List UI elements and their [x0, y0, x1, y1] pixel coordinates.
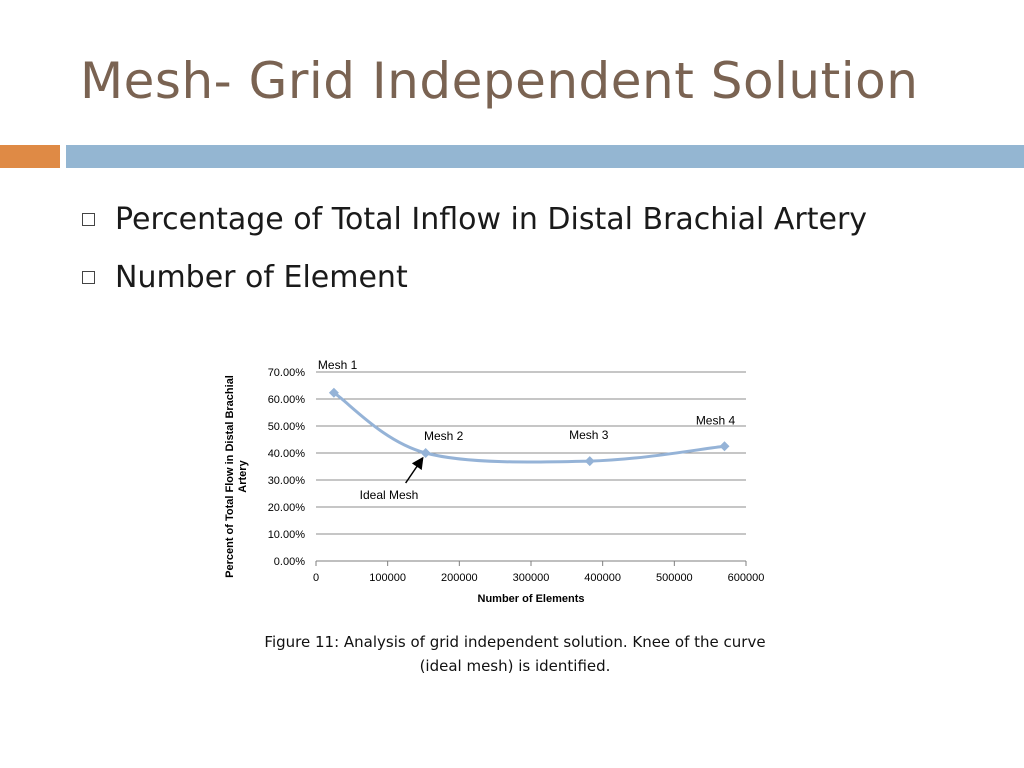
data-point-marker	[585, 456, 595, 466]
y-tick-label: 50.00%	[267, 421, 305, 433]
y-tick-label: 10.00%	[267, 529, 305, 541]
y-tick-label: 20.00%	[267, 502, 305, 514]
slide-title: Mesh- Grid Independent Solution	[80, 52, 919, 110]
bullet-text: Number of Element	[115, 259, 408, 295]
y-tick-label: 30.00%	[267, 475, 305, 487]
accent-bar-orange	[0, 145, 60, 168]
y-axis-title	[224, 375, 249, 578]
bullet-item	[82, 248, 867, 306]
x-tick-label: 600000	[727, 572, 765, 584]
y-tick-label: 40.00%	[267, 448, 305, 460]
data-point-label: Mesh 4	[695, 413, 736, 428]
caption-line: (ideal mesh) is identified.	[419, 657, 611, 675]
y-tick-label: 60.00%	[267, 394, 305, 406]
y-axis-title-line: Artery	[237, 460, 249, 493]
x-tick-label: 200000	[440, 572, 478, 584]
x-tick-label: 400000	[584, 572, 622, 584]
x-tick-label: 500000	[655, 572, 693, 584]
data-point-label: Mesh 2	[423, 429, 464, 443]
y-axis-title-line: Percent of Total Flow in Distal Brachial	[224, 375, 236, 578]
data-point-marker	[720, 441, 730, 451]
annotation-label: Ideal Mesh	[359, 488, 419, 502]
x-tick-label: 300000	[512, 572, 550, 584]
figure-caption	[240, 630, 790, 678]
annotation-arrow	[406, 458, 423, 483]
data-point-marker	[421, 448, 431, 458]
caption-line: Figure 11: Analysis of grid independent solution. Knee of the curve	[264, 633, 766, 651]
x-tick-label: 0	[312, 572, 320, 584]
bullet-item	[82, 190, 867, 248]
square-bullet-icon	[82, 271, 95, 284]
y-tick-label: 70.00%	[267, 367, 305, 379]
bullet-text: Percentage of Total Inflow in Distal Brachial Artery	[115, 201, 868, 237]
x-tick-label: 100000	[369, 572, 407, 584]
grid-independence-chart	[215, 350, 785, 615]
data-point-label: Mesh 1	[317, 357, 358, 372]
y-tick-label: 0.00%	[273, 556, 305, 568]
data-point-label: Mesh 3	[569, 428, 609, 443]
accent-bar-blue	[66, 145, 1024, 168]
square-bullet-icon	[82, 213, 95, 226]
series-line	[334, 393, 725, 462]
x-axis-title: Number of Elements	[477, 593, 585, 605]
bullet-list	[82, 190, 867, 306]
